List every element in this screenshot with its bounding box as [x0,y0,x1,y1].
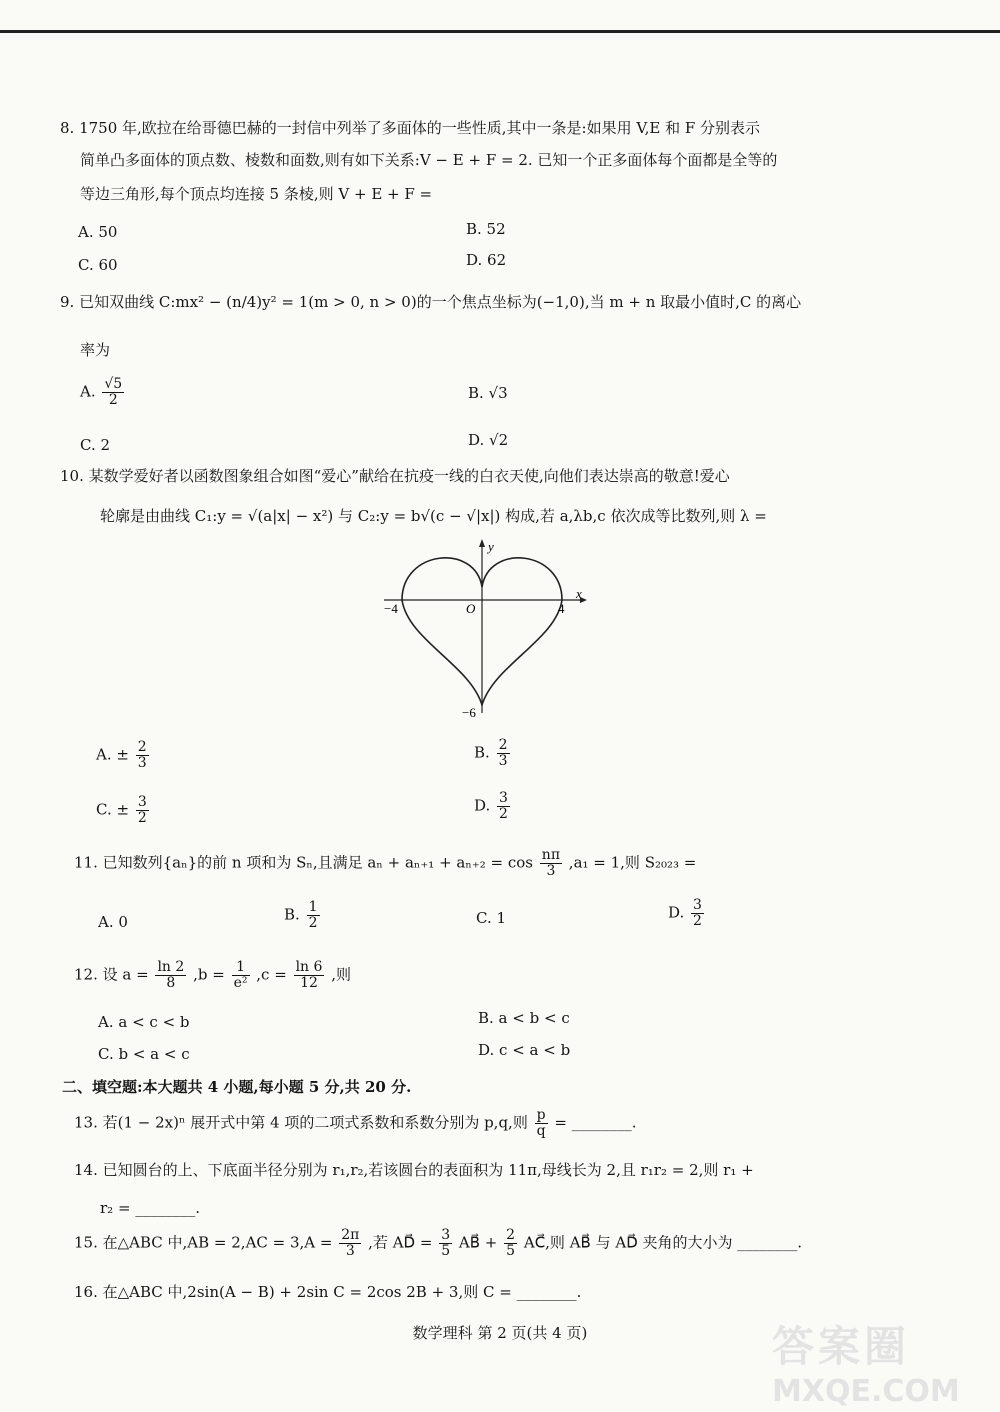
q15-stem-tail: AC⃗,则 AB⃗ 与 AD⃗ 夹角的大小为 ________. [523,1233,803,1252]
fraction-denominator: 5 [506,1243,516,1259]
q13-stem-tail: = ________. [554,1113,637,1132]
origin-label: O [466,601,476,616]
q10-option-b-label: B. [474,743,490,762]
right-intercept-label: 4 [558,601,565,616]
fraction-denominator: q [536,1123,546,1139]
q8-option-b: B. 52 [466,220,506,238]
q10-option-c-fraction [136,795,149,826]
q9-option-b: B. √3 [468,384,508,402]
watermark-bottom: MXQE.COM [772,1374,960,1409]
q15-stem-ad: ,若 AD⃗ = [368,1233,433,1252]
fraction-numerator: √5 [104,376,123,392]
section-heading-fill-in: 二、填空题:本大题共 4 小题,每小题 5 分,共 20 分. [62,1078,412,1096]
fraction-denominator: 3 [345,1243,355,1259]
fraction-numerator: 3 [693,897,702,913]
q8-option-a: A. 50 [78,223,118,241]
y-axis-arrow [479,539,485,547]
fraction-numerator: 2π [341,1227,360,1243]
fraction-numerator: 2 [498,737,508,753]
q13-fraction [535,1108,548,1139]
q10-option-c-label: C. ± [96,800,130,819]
q8-option-c: C. 60 [78,256,118,274]
fraction-denominator: 2 [693,913,702,929]
watermark-top: 答案圈 [772,1322,911,1371]
q12-a-fraction [155,960,186,991]
q12-stem-tail: ,则 [331,965,351,984]
q13-stem-text: 13. 若(1 − 2x)ⁿ 展开式中第 4 项的二项式系数和系数分别为 p,q,则 [74,1113,528,1132]
q10-line2: 轮廓是由曲线 C₁:y = √(a|x| − x²) 与 C₂:y = b√(c − √|x|) 构成,若 a,λb,c 依次成等比数列,则 λ = [100,507,767,525]
q8-option-d: D. 62 [466,251,507,269]
fraction-numerator: ln 6 [295,959,323,975]
q10-option-a-label: A. ± [96,745,129,764]
q10-option-a-fraction [136,740,149,771]
fraction-denominator: 2 [308,915,318,931]
q10-option-b-fraction [497,738,510,769]
q11-fraction [540,848,562,879]
fraction-denominator: 2 [108,392,118,408]
fraction-numerator: 1 [308,899,318,915]
q11-stem-text: 11. 已知数列{aₙ}的前 n 项和为 Sₙ,且满足 aₙ + aₙ₊₁ + aₙ₊₂ = cos [74,853,534,872]
fraction-denominator: 2 [499,806,508,822]
fraction-numerator: 3 [137,794,147,810]
q16-stem: 16. 在△ABC 中,2sin(A − B) + 2sin C = 2cos 2B + 3,则 C = ________. [74,1283,582,1301]
fraction-denominator: 3 [137,755,147,771]
q9-option-d: D. √2 [468,431,509,449]
q15-stem-ab: AB⃗ + [458,1233,498,1252]
fraction-numerator: ln 2 [157,959,185,975]
q12-stem-b: ,b = [193,965,225,984]
q15-stem [74,1228,802,1259]
q11-option-d-label: D. [668,903,685,922]
fraction-denominator: 8 [166,975,176,991]
fraction-denominator: e² [233,975,248,991]
y-axis-label: y [488,539,494,554]
x-axis-label: x [576,586,582,601]
q12-option-c: C. b < a < c [98,1045,190,1063]
q15-stem-text: 15. 在△ABC 中,AB = 2,AC = 3,A = [74,1233,333,1252]
fraction-denominator: 12 [300,975,318,991]
q8-line3: 等边三角形,每个顶点均连接 5 条棱,则 V + E + F = [80,185,433,203]
q14-line1: 14. 已知圆台的上、下底面半径分别为 r₁,r₂,若该圆台的表面积为 11π,母线长为 2,且 r₁r₂ = 2,则 r₁ + [74,1161,754,1179]
q12-option-d: D. c < a < b [478,1041,571,1059]
fraction-numerator: 3 [499,790,508,806]
q11-option-b-fraction [307,900,320,931]
q11-stem-tail: ,a₁ = 1,则 S₂₀₂₃ = [568,853,697,872]
q12-option-b: B. a < b < c [478,1009,570,1027]
q9-option-c: C. 2 [80,436,111,454]
q12-b-fraction [232,960,250,991]
q11-option-d [668,898,706,929]
heart-figure [370,535,600,725]
q13-stem [74,1108,636,1139]
q15-coef2-fraction [504,1228,517,1259]
q14-line2: r₂ = ________. [100,1199,201,1217]
q11-option-b [284,900,322,931]
q11-option-a: A. 0 [98,913,128,931]
q11-option-d-fraction [691,898,704,929]
fraction-denominator: 3 [546,863,556,879]
fraction-numerator: 2 [137,739,147,755]
fraction-numerator: p [536,1107,546,1123]
q10-option-c [96,795,151,826]
q11-stem [74,848,696,879]
watermark [772,1314,982,1409]
q12-stem-c: ,c = [256,965,287,984]
q9-option-a-fraction [102,377,124,408]
fraction-denominator: 2 [137,810,147,826]
q9-option-a-label: A. [80,382,96,401]
q10-option-d-fraction [497,791,510,822]
fraction-denominator: 3 [498,753,508,769]
q10-option-a [96,740,151,771]
q9-line2: 率为 [80,341,111,359]
fraction-numerator: 2 [506,1227,516,1243]
q12-stem-text: 12. 设 a = [74,965,149,984]
q8-line2: 简单凸多面体的顶点数、棱数和面数,则有如下关系:V − E + F = 2. 已知一个正多面体每个面都是全等的 [80,151,778,169]
q12-stem [74,960,351,991]
q15-coef1-fraction [439,1228,452,1259]
q9-line1: 9. 已知双曲线 C:mx² − (n/4)y² = 1(m > 0, n > 0)的一个焦点坐标为(−1,0),当 m + n 取最小值时,C 的离心 [60,293,802,311]
page-footer: 数学理科 第 2 页(共 4 页) [412,1324,588,1342]
header-rule [0,30,1000,33]
q12-c-fraction [294,960,325,991]
fraction-numerator: 3 [441,1227,451,1243]
q12-option-a: A. a < c < b [98,1013,190,1031]
q9-option-a [80,377,126,408]
q11-option-c: C. 1 [476,909,507,927]
q10-option-d-label: D. [474,796,491,815]
fraction-numerator: 1 [232,960,250,976]
q11-option-b-label: B. [284,905,300,924]
q10-option-d [474,791,512,822]
fraction-numerator: nπ [541,847,561,863]
fraction-denominator: 5 [441,1243,451,1259]
q8-line1: 8. 1750 年,欧拉在给哥德巴赫的一封信中列举了多面体的一些性质,其中一条是:如果用 V,E 和 F 分别表示 [60,119,761,137]
q15-angle-fraction [339,1228,361,1259]
left-intercept-label: −4 [384,601,398,616]
bottom-intercept-label: −6 [462,705,476,720]
q10-line1: 10. 某数学爱好者以函数图象组合如图“爱心”献给在抗疫一线的白衣天使,向他们表达崇高的敬意!爱心 [60,467,730,485]
q10-option-b [474,738,512,769]
